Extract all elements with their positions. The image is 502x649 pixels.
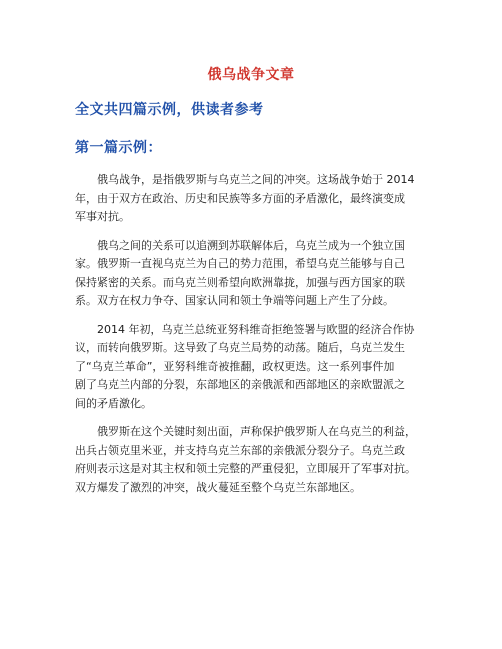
paragraph-line: 俄罗斯在这个关键时刻出面，声称保护俄罗斯人在乌克兰的利益，	[97, 425, 416, 438]
paragraph-line: 军事对抗。	[75, 210, 130, 223]
paragraph-line: 系。双方在权力争夺、国家认同和领土争端等问题上产生了分歧。	[75, 294, 394, 307]
paragraph-line: 了“乌克兰革命”，亚努科维奇被推翻，政权更迭。这一系列事件加	[75, 359, 395, 373]
paragraph-line: 剧了乌克兰内部的分裂，东部地区的亲俄派和西部地区的亲欧盟派之	[75, 378, 405, 391]
paragraph-line: 2014 年初，乌克兰总统亚努科维奇拒绝签署与欧盟的经济合作协	[97, 322, 415, 336]
paragraph-line: 出兵占领克里米亚，并支持乌克兰东部的亲俄派分裂分子。乌克兰政	[75, 443, 405, 457]
paragraph-line: 府则表示这是对其主权和领土完整的严重侵犯，立即展开了军事对抗。	[75, 462, 416, 475]
document-title: 俄乌战争文章	[207, 67, 295, 83]
paragraph-line: 议，而转向俄罗斯。这导致了乌克兰局势的动荡。随后，乌克兰发生	[75, 341, 405, 354]
paragraph-line: 年，由于双方在政治、历史和民族等多方面的矛盾激化，最终演变成	[75, 191, 405, 205]
paragraph-line: 双方爆发了激烈的冲突，战火蔓延至整个乌克兰东部地区。	[75, 480, 361, 494]
article-body	[75, 171, 445, 507]
paragraph-3	[75, 321, 445, 414]
paragraph-line: 保持紧密的关系。而乌克兰则希望向欧洲靠拢，加强与西方国家的联	[75, 275, 405, 289]
paragraph-line: 间的矛盾激化。	[75, 396, 152, 410]
paragraph-1	[75, 171, 445, 227]
paragraph-line: 俄乌战争，是指俄罗斯与乌克兰之间的冲突。这场战争始于 2014	[97, 173, 415, 186]
section-heading: 第一篇示例：	[75, 140, 162, 156]
paragraph-line: 家。俄罗斯一直视乌克兰为自己的势力范围，希望乌克兰能够与自己	[75, 257, 405, 270]
paragraph-4	[75, 423, 445, 497]
summary-heading: 全文共四篇示例，供读者参考	[75, 102, 264, 118]
paragraph-2	[75, 237, 445, 311]
paragraph-line: 俄乌之间的关系可以追溯到苏联解体后，乌克兰成为一个独立国	[97, 238, 405, 252]
